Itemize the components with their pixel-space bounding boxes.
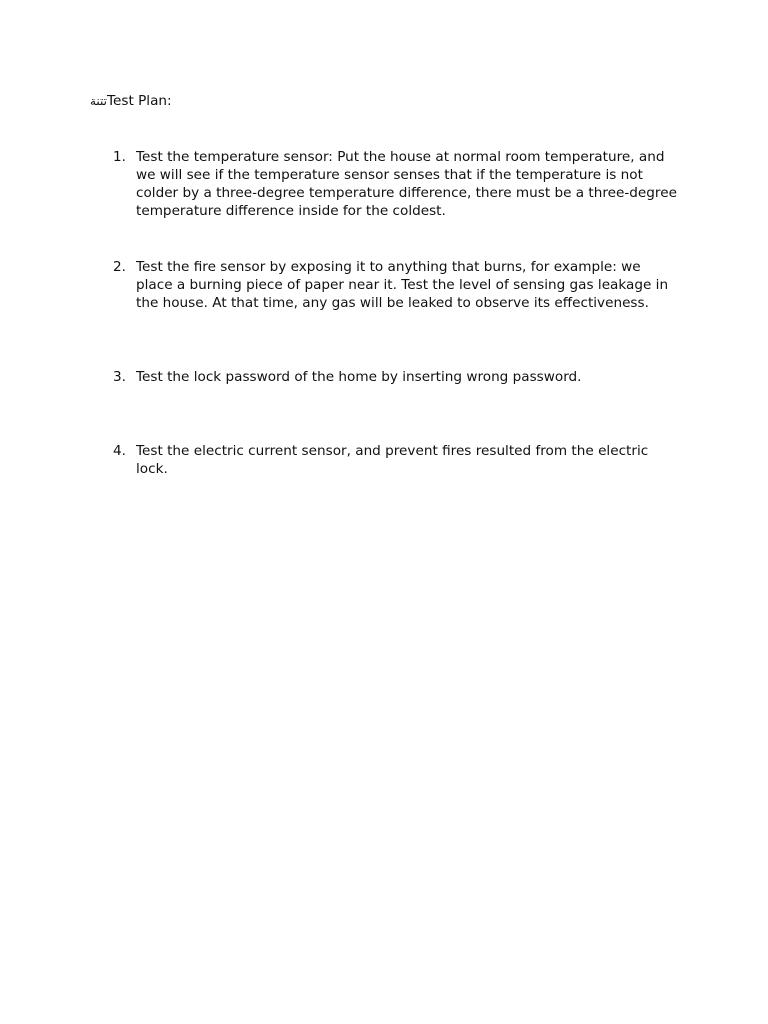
list-item-number: 3. [113,369,126,385]
list-item [113,442,678,478]
list-item-text: Test the electric current sensor, and prevent fires resulted from the electric lock. [136,443,649,477]
heading-arabic-prefix: تتنة [90,94,108,108]
list-item-number: 2. [113,259,126,275]
list-item [113,258,678,312]
list-item-text: Test the lock password of the home by inserting wrong password. [136,369,582,385]
list-item-text: Test the temperature sensor: Put the house at normal room temperature, and we will see if the temperature sensor senses that if the temperature is not colder by a three-degree temperature difference, there must be a three-degree temperature difference inside for the coldest. [136,149,677,219]
list-item-number: 1. [113,149,126,165]
list-item-number: 4. [113,443,126,459]
list-item [113,368,678,386]
heading-title: Test Plan: [107,93,172,109]
list-item-text: Test the fire sensor by exposing it to anything that burns, for example: we place a burning piece of paper near it. Test the level of sensing gas leakage in the house. At that time, any gas will be leaked to observe its effectiveness. [136,259,669,311]
test-plan-heading [90,92,172,110]
list-item [113,148,678,220]
